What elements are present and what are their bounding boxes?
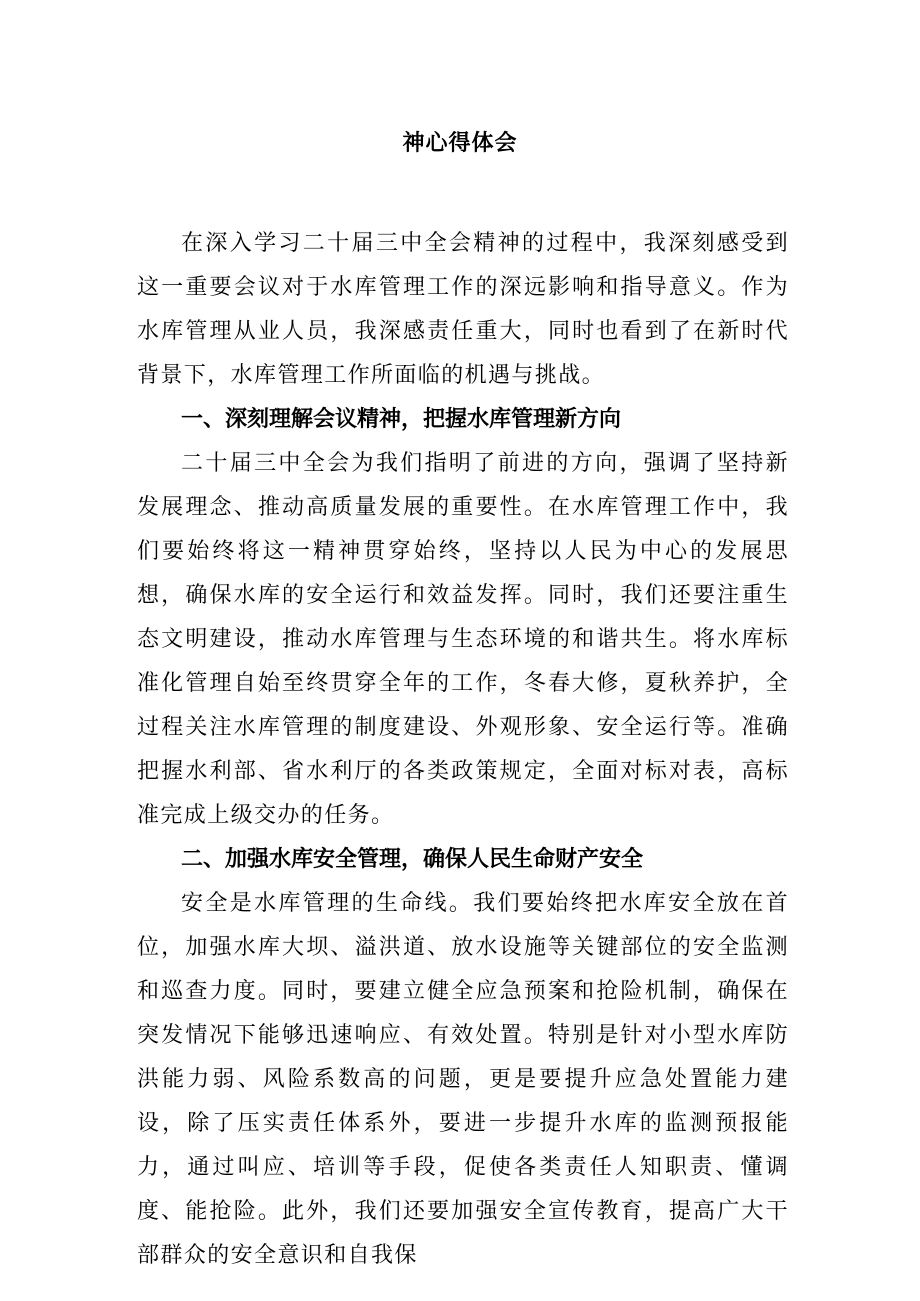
paragraph-section-1: 二十届三中全会为我们指明了前进的方向，强调了坚持新发展理念、推动高质量发展的重要性。在水库管理工作中，我们要始终将这一精神贯穿始终，坚持以人民为中心的发展思想，确保水库的安全运行和效益发挥。同时，我们还要注重生态文明建设，推动水库管理与生态环境的和谐共生。将水库标准化管理自始至终贯穿全年的工作，冬春大修，夏秋养护，全过程关注水库管理的制度建设、外观形象、安全运行等。准确把握水利部、省水利厅的各类政策规定，全面对标对表，高标准完成上级交办的任务。 <box>137 451 789 828</box>
paragraph-intro: 在深入学习二十届三中全会精神的过程中，我深刻感受到这一重要会议对于水库管理工作的深远影响和指导意义。作为水库管理从业人员，我深感责任重大，同时也看到了在新时代背景下，水库管理工作所面临的机遇与挑战。 <box>137 231 789 388</box>
section-heading-1: 一、深刻理解会议精神，把握水库管理新方向 <box>181 407 622 432</box>
section-heading-2: 二、加强水库安全管理，确保人民生命财产安全 <box>181 847 644 872</box>
document-title: 神心得体会 <box>402 131 518 156</box>
document-body <box>137 222 789 1278</box>
paragraph-section-2: 安全是水库管理的生命线。我们要始终把水库安全放在首位，加强水库大坝、溢洪道、放水设施等关键部位的安全监测和巡查力度。同时，要建立健全应急预案和抢险机制，确保在突发情况下能够迅速响应、有效处置。特别是针对小型水库防洪能力弱、风险系数高的问题，更是要提升应急处置能力建设，除了压实责任体系外，要进一步提升水库的监测预报能力，通过叫应、培训等手段，促使各类责任人知职责、懂调度、能抢险。此外，我们还要加强安全宣传教育，提高广大干部群众的安全意识和自我保 <box>137 891 789 1268</box>
